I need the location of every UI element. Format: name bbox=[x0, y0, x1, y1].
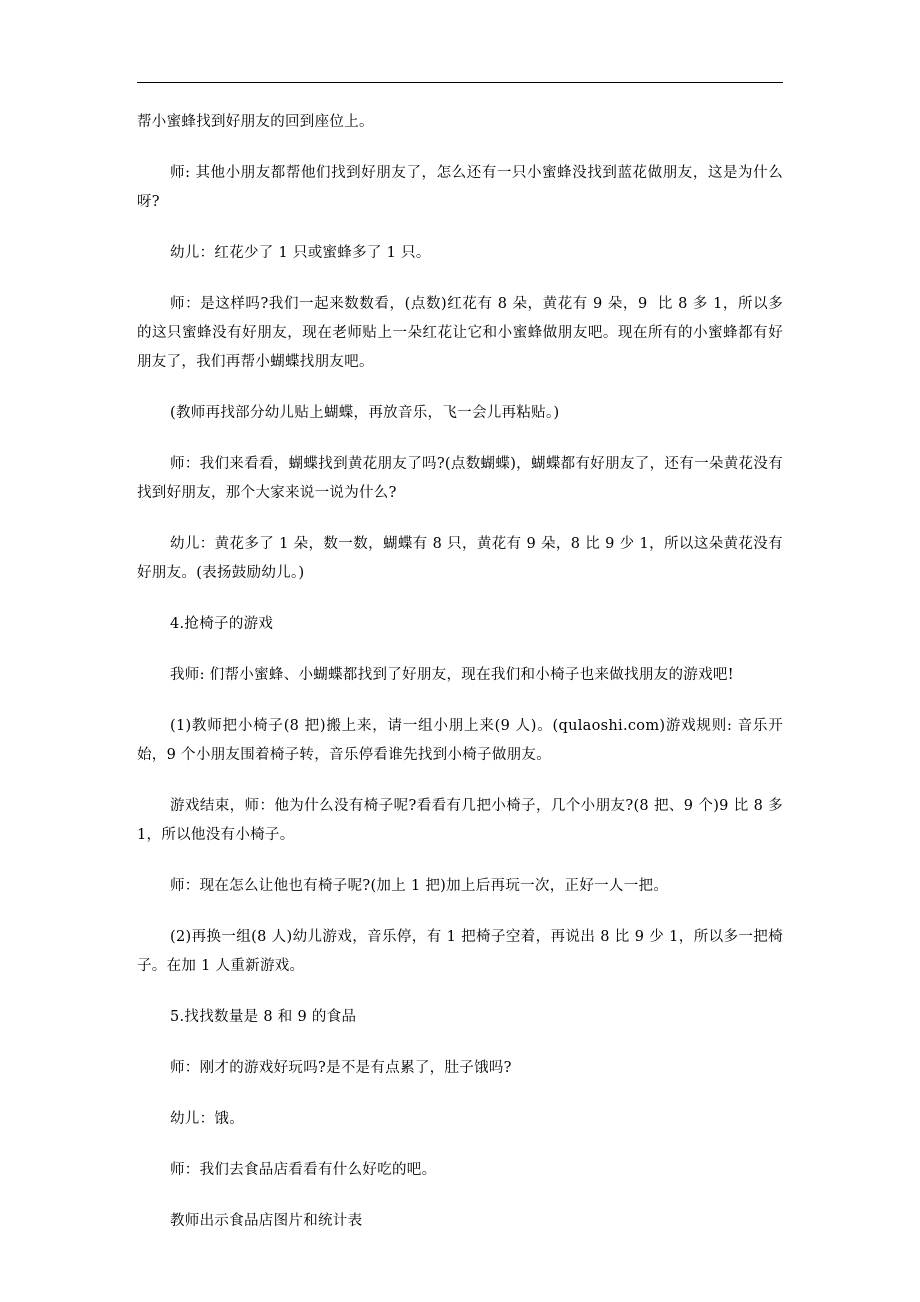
paragraph-5: (教师再找部分幼儿贴上蝴蝶，再放音乐，飞一会儿再粘贴。) bbox=[170, 405, 560, 421]
paragraph-14: 幼儿：饿。 bbox=[170, 1111, 244, 1127]
paragraph-12: (2)再换一组(8 人)幼儿游戏，音乐停，有 1 把椅子空着，再说出 8 比 9 少 1，所以多一把椅子。在加 1 人重新游戏。 bbox=[137, 929, 783, 974]
paragraph-3: 幼儿：红花少了 1 只或蜜蜂多了 1 只。 bbox=[170, 245, 431, 261]
paragraph-4: 师：是这样吗?我们一起来数数看，(点数)红花有 8 朵，黄花有 9 朵，9 比 8 多 1，所以多的这只蜜蜂没有好朋友，现在老师贴上一朵红花让它和小蜜蜂做朋友吧。现在所有的小蜜蜂都有好朋友了，我们再帮小蝴蝶找朋友吧。 bbox=[137, 296, 783, 370]
paragraph-16: 教师出示食品店图片和统计表 bbox=[170, 1213, 363, 1229]
paragraph-2: 师: 其他小朋友都帮他们找到好朋友了，怎么还有一只小蜜蜂没找到蓝花做朋友，这是为什么呀? bbox=[137, 165, 783, 210]
paragraph-10: 游戏结束，师：他为什么没有椅子呢?看看有几把小椅子，几个小朋友?(8 把、9 个)9 比 8 多 1，所以他没有小椅子。 bbox=[137, 798, 788, 843]
paragraph-6: 师：我们来看看，蝴蝶找到黄花朋友了吗?(点数蝴蝶)，蝴蝶都有好朋友了，还有一朵黄花没有找到好朋友，那个大家来说一说为什么? bbox=[137, 456, 783, 501]
section-heading-4: 4.抢椅子的游戏 bbox=[170, 616, 274, 632]
paragraph-8: 我师: 们帮小蜜蜂、小蝴蝶都找到了好朋友，现在我们和小椅子也来做找朋友的游戏吧! bbox=[170, 667, 734, 683]
paragraph-11: 师：现在怎么让他也有椅子呢?(加上 1 把)加上后再玩一次，正好一人一把。 bbox=[170, 878, 669, 894]
document-body bbox=[137, 108, 788, 1236]
paragraph-1: 帮小蜜蜂找到好朋友的回到座位上。 bbox=[137, 114, 374, 130]
paragraph-9: (1)教师把小椅子(8 把)搬上来，请一组小朋上来(9 人)。(qulaoshi.com)游戏规则: 音乐开始，9 个小朋友围着椅子转，音乐停看谁先找到小椅子做朋友。 bbox=[137, 718, 783, 763]
header-rule bbox=[137, 82, 783, 83]
section-heading-5: 5.找找数量是 8 和 9 的食品 bbox=[170, 1009, 357, 1025]
paragraph-15: 师：我们去食品店看看有什么好吃的吧。 bbox=[170, 1162, 437, 1178]
paragraph-7: 幼儿：黄花多了 1 朵，数一数，蝴蝶有 8 只，黄花有 9 朵，8 比 9 少 1，所以这朵黄花没有好朋友。(表扬鼓励幼儿。) bbox=[137, 536, 783, 581]
paragraph-13: 师：刚才的游戏好玩吗?是不是有点累了，肚子饿吗? bbox=[170, 1060, 512, 1076]
